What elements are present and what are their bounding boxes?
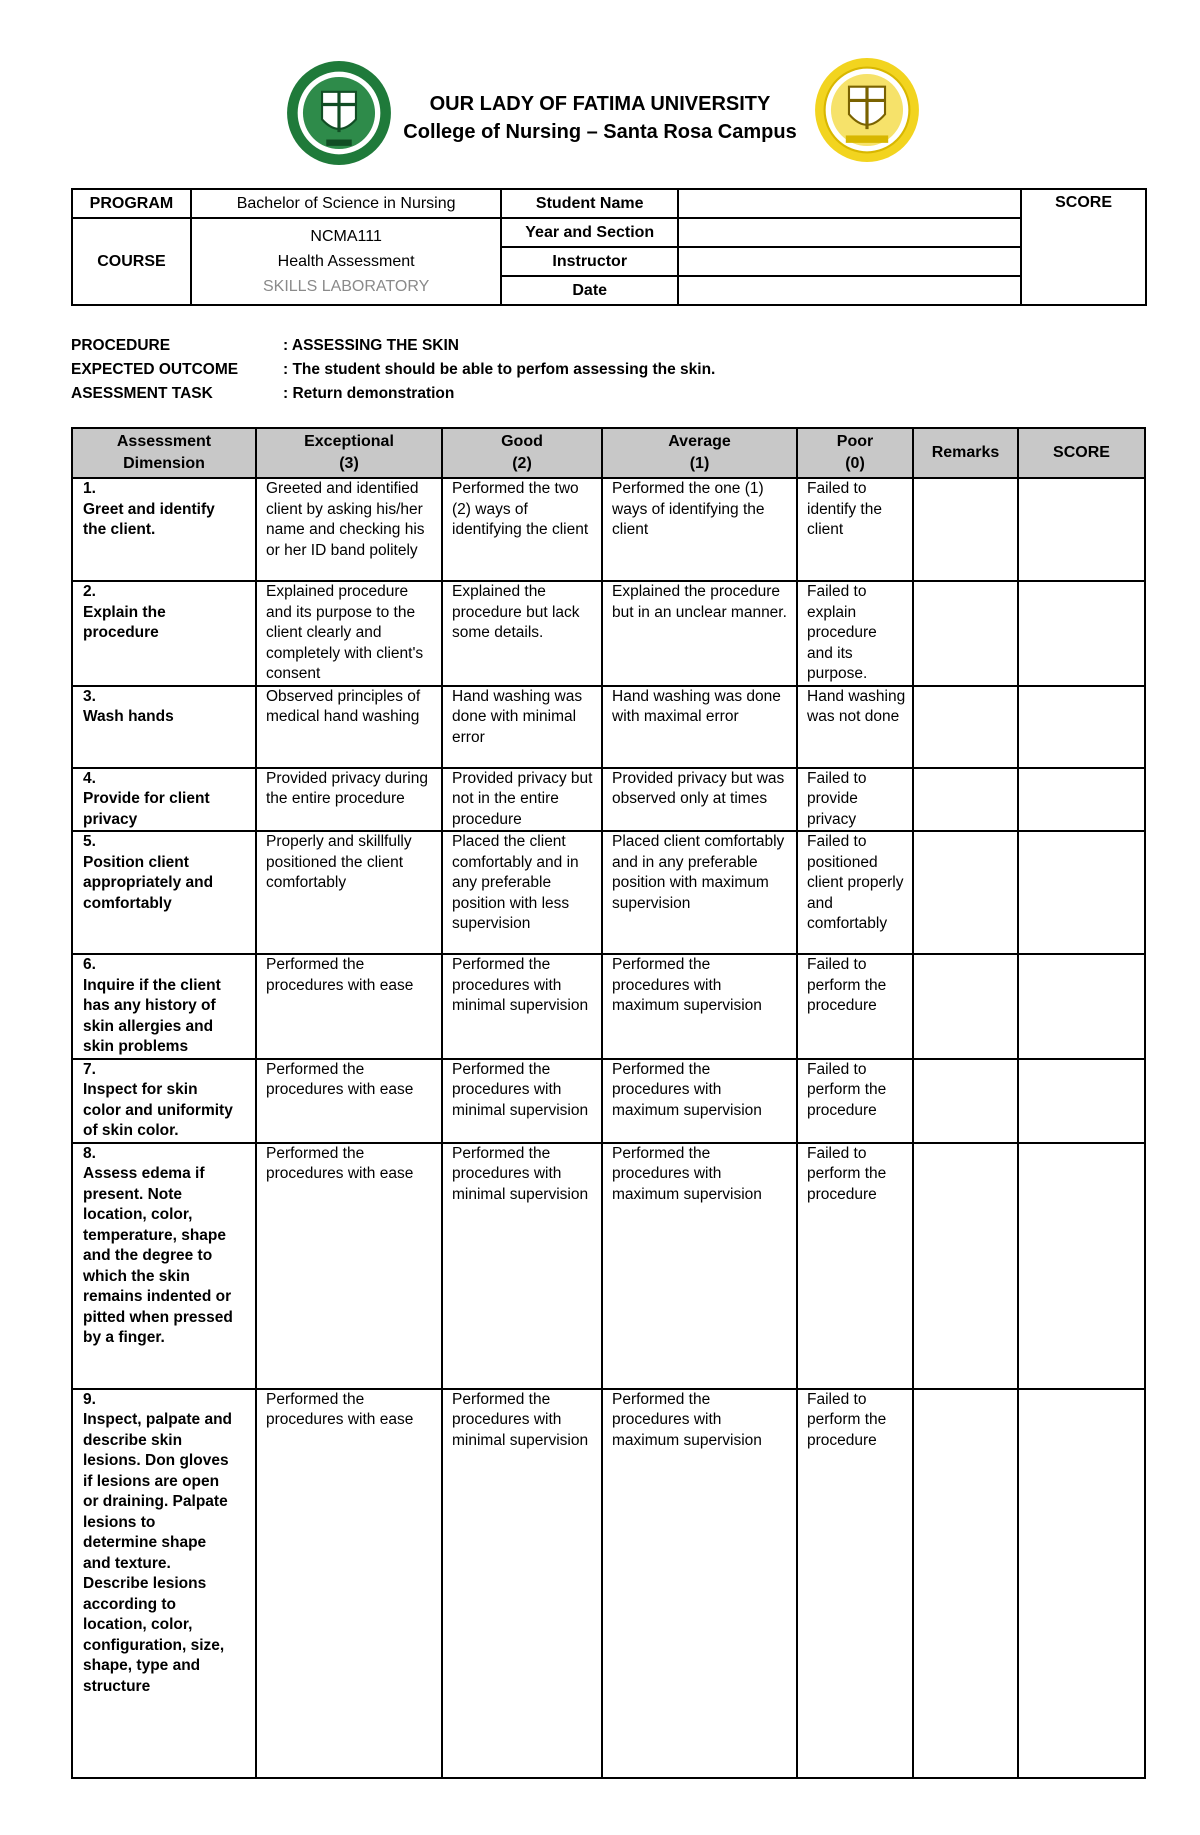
- score-field[interactable]: [1018, 1059, 1145, 1143]
- poor-cell: Failed to positioned client properly and comfortably: [797, 831, 913, 954]
- table-row: [72, 1143, 1145, 1389]
- header-good: Good (2): [442, 428, 602, 478]
- good-cell: Performed the procedures with minimal supervision: [442, 1389, 602, 1778]
- header-average: Average (1): [602, 428, 797, 478]
- remarks-field[interactable]: [913, 954, 1018, 1059]
- dimension-cell: 8.Assess edema if present. Note location, color, temperature, shape and the degree to which the skin remains indented or pitted when pressed by a finger.: [72, 1143, 256, 1389]
- remarks-field[interactable]: [913, 478, 1018, 581]
- good-cell: Performed the procedures with minimal supervision: [442, 954, 602, 1059]
- table-row: [72, 1389, 1145, 1778]
- average-cell: Placed client comfortably and in any preferable position with maximum supervision: [602, 831, 797, 954]
- procedure-label: PROCEDURE: [71, 337, 171, 354]
- header-assessment-dimension: Assessment Dimension: [72, 428, 256, 478]
- score-field[interactable]: [1018, 1143, 1145, 1389]
- table-row: [72, 1059, 1145, 1143]
- college-name: College of Nursing – Santa Rosa Campus: [403, 121, 797, 143]
- header-remarks: Remarks: [913, 428, 1018, 478]
- table-row: [72, 581, 1145, 686]
- exceptional-cell: Provided privacy during the entire procedure: [256, 768, 442, 832]
- rubric-table: [71, 427, 1146, 1779]
- instructor-label: Instructor: [501, 247, 678, 276]
- remarks-field[interactable]: [913, 1389, 1018, 1778]
- university-name: OUR LADY OF FATIMA UNIVERSITY: [429, 93, 771, 115]
- instructor-field[interactable]: [678, 247, 1021, 276]
- college-seal-yellow: [814, 57, 920, 163]
- poor-cell: Failed to provide privacy: [797, 768, 913, 832]
- dimension-cell: 4.Provide for client privacy: [72, 768, 256, 832]
- dimension-cell: 2.Explain the procedure: [72, 581, 256, 686]
- exceptional-cell: Greeted and identified client by asking his/her name and checking his or her ID band politely: [256, 478, 442, 581]
- year-section-label: Year and Section: [501, 218, 678, 247]
- procedure-value: : ASSESSING THE SKIN: [283, 337, 459, 354]
- table-row: [72, 768, 1145, 832]
- table-row: [72, 478, 1145, 581]
- course-name: Health Assessment: [277, 253, 415, 270]
- remarks-field[interactable]: [913, 686, 1018, 768]
- score-field[interactable]: [1018, 768, 1145, 832]
- average-cell: Performed the procedures with maximum supervision: [602, 954, 797, 1059]
- exceptional-cell: Properly and skillfully positioned the client comfortably: [256, 831, 442, 954]
- student-info-table: [71, 188, 1147, 306]
- exceptional-cell: Performed the procedures with ease: [256, 954, 442, 1059]
- remarks-field[interactable]: [913, 1143, 1018, 1389]
- good-cell: Performed the procedures with minimal supervision: [442, 1143, 602, 1389]
- good-cell: Hand washing was done with minimal error: [442, 686, 602, 768]
- program-label: PROGRAM: [72, 189, 191, 218]
- average-cell: Hand washing was done with maximal error: [602, 686, 797, 768]
- student-name-label: Student Name: [501, 189, 678, 218]
- exceptional-cell: Performed the procedures with ease: [256, 1059, 442, 1143]
- remarks-field[interactable]: [913, 1059, 1018, 1143]
- assessment-task-label: ASESSMENT TASK: [71, 385, 213, 402]
- score-label: SCORE: [1055, 194, 1113, 211]
- good-cell: Placed the client comfortably and in any preferable position with less supervision: [442, 831, 602, 954]
- course-code: NCMA111: [310, 228, 382, 245]
- score-field[interactable]: [1018, 686, 1145, 768]
- dimension-cell: 3.Wash hands: [72, 686, 256, 768]
- remarks-field[interactable]: [913, 581, 1018, 686]
- exceptional-cell: Performed the procedures with ease: [256, 1143, 442, 1389]
- score-field[interactable]: [1018, 954, 1145, 1059]
- poor-cell: Failed to perform the procedure: [797, 1059, 913, 1143]
- average-cell: Performed the procedures with maximum supervision: [602, 1389, 797, 1778]
- remarks-field[interactable]: [913, 831, 1018, 954]
- date-label: Date: [501, 276, 678, 305]
- poor-cell: Failed to perform the procedure: [797, 1143, 913, 1389]
- score-field[interactable]: [1018, 831, 1145, 954]
- exceptional-cell: Observed principles of medical hand washing: [256, 686, 442, 768]
- good-cell: Performed the procedures with minimal supervision: [442, 1059, 602, 1143]
- rubric-header-row: [72, 428, 1145, 478]
- procedure-block: [71, 334, 715, 406]
- letterhead: [0, 55, 1200, 165]
- good-cell: Performed the two (2) ways of identifying the client: [442, 478, 602, 581]
- score-field[interactable]: [1018, 1389, 1145, 1778]
- expected-outcome-label: EXPECTED OUTCOME: [71, 361, 239, 378]
- remarks-field[interactable]: [913, 768, 1018, 832]
- poor-cell: Failed to explain procedure and its purpose.: [797, 581, 913, 686]
- table-row: [72, 686, 1145, 768]
- dimension-cell: 1.Greet and identify the client.: [72, 478, 256, 581]
- course-label: COURSE: [72, 218, 191, 305]
- poor-cell: Hand washing was not done: [797, 686, 913, 768]
- good-cell: Explained the procedure but lack some details.: [442, 581, 602, 686]
- header-exceptional: Exceptional (3): [256, 428, 442, 478]
- dimension-cell: 5.Position client appropriately and comfortably: [72, 831, 256, 954]
- average-cell: Performed the one (1) ways of identifying the client: [602, 478, 797, 581]
- average-cell: Provided privacy but was observed only at times: [602, 768, 797, 832]
- poor-cell: Failed to perform the procedure: [797, 954, 913, 1059]
- header-score: SCORE: [1018, 428, 1145, 478]
- date-field[interactable]: [678, 276, 1021, 305]
- dimension-cell: 9.Inspect, palpate and describe skin lesions. Don gloves if lesions are open or draining. Palpate lesions to determine shape and texture. Describe lesions according to location, color, configuration, size, shape, type and structure: [72, 1389, 256, 1778]
- header-poor: Poor (0): [797, 428, 913, 478]
- course-info: [191, 218, 501, 305]
- score-field[interactable]: [1018, 478, 1145, 581]
- poor-cell: Failed to perform the procedure: [797, 1389, 913, 1778]
- score-box[interactable]: [1021, 189, 1146, 305]
- expected-outcome-value: : The student should be able to perfom assessing the skin.: [283, 361, 716, 378]
- dimension-cell: 6.Inquire if the client has any history of skin allergies and skin problems: [72, 954, 256, 1059]
- exceptional-cell: Explained procedure and its purpose to the client clearly and completely with client's consent: [256, 581, 442, 686]
- exceptional-cell: Performed the procedures with ease: [256, 1389, 442, 1778]
- average-cell: Performed the procedures with maximum supervision: [602, 1059, 797, 1143]
- dimension-cell: 7.Inspect for skin color and uniformity of skin color.: [72, 1059, 256, 1143]
- score-field[interactable]: [1018, 581, 1145, 686]
- table-row: [72, 831, 1145, 954]
- course-subtitle: SKILLS LABORATORY: [262, 278, 430, 295]
- assessment-task-value: : Return demonstration: [283, 385, 455, 402]
- average-cell: Explained the procedure but in an unclear manner.: [602, 581, 797, 686]
- table-row: [72, 954, 1145, 1059]
- poor-cell: Failed to identify the client: [797, 478, 913, 581]
- program-value: Bachelor of Science in Nursing: [191, 189, 501, 218]
- average-cell: Performed the procedures with maximum supervision: [602, 1143, 797, 1389]
- year-section-field[interactable]: [678, 218, 1021, 247]
- student-name-field[interactable]: [678, 189, 1021, 218]
- good-cell: Provided privacy but not in the entire procedure: [442, 768, 602, 832]
